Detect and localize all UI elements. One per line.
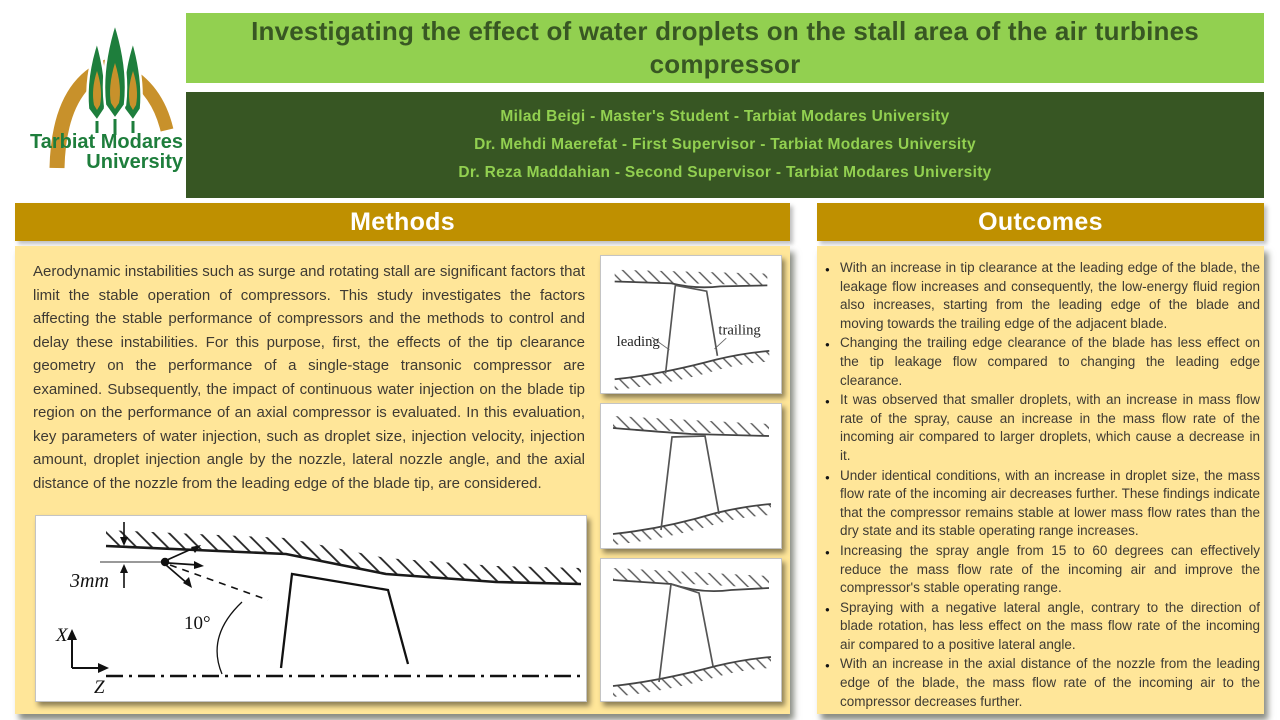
logo-text-line1: Tarbiat Modares: [30, 131, 183, 153]
outcome-bullet: ● Spraying with a negative lateral angle, contrary to the direction of blade rotation, has less effect on the mass flow rate of the incoming air compared to a positive lateral angle.: [824, 599, 1260, 655]
spray-arrows: [166, 545, 204, 588]
outcomes-bullet-list: [817, 246, 1264, 711]
methods-paragraph: Aerodynamic instabilities such as surge and rotating stall are significant factors that limit the stable operation of compressors. This study investigates the factors affecting the stable performance of compressors and the methods to control and delay these instabilities. For this purpose, first, the effects of the tip clearance geometry on the performance of a single-stage transonic compressor are examined. Subsequently, the impact of continuous water injection on the blade tip region on the performance of an axial compressor is evaluated. In this evaluation, key parameters of water injection, such as droplet size, injection velocity, injection amount, droplet injection angle by the nozzle, lateral nozzle angle, and the axial distance of the nozzle from the leading edge of the blade tip, are considered.: [33, 263, 585, 492]
university-logo-graphic: [15, 5, 185, 200]
poster-title-bar: [186, 13, 1264, 83]
blade-outline: [659, 584, 713, 682]
author-line-second-supervisor: Dr. Reza Maddahian - Second Supervisor - Tarbiat Modares University: [458, 164, 992, 181]
dim-3mm-label: 3mm: [70, 570, 109, 592]
logo-trees: [87, 23, 141, 135]
casing-hatch: [106, 530, 581, 584]
author-band: [186, 92, 1264, 198]
methods-heading: Methods: [350, 207, 455, 236]
logo-text-line2: University: [86, 151, 183, 173]
hub-hatch: [613, 504, 771, 545]
dim-arrowhead-up: [120, 564, 128, 573]
poster-title: Investigating the effect of water droplets on the stall area of the air turbines compressor: [251, 16, 1199, 79]
hub-hatch: [615, 351, 770, 390]
outcomes-section-header: [817, 203, 1264, 241]
outcome-bullet: ● With an increase in tip clearance at the leading edge of the blade, the leakage flow increases and consequently, the low-energy fluid region also increases, starting from the leading edge of the blade and moving towards the trailing edge of the adjacent blade.: [824, 259, 1260, 333]
outcome-bullet: ● With an increase in the axial distance of the nozzle from the leading edge of the blade, the mass flow rate of the incoming air to the compressor decreases further.: [824, 655, 1260, 711]
blade-outline: [281, 574, 408, 668]
casing-hatch: [613, 568, 769, 588]
outcome-bullet: ● It was observed that smaller droplets, with an increase in mass flow rate of the spray, cause an increase in the mass flow rate of the incoming air compared to larger droplets, which cause a decrease in it.: [824, 391, 1260, 465]
axis-x-label: X: [56, 625, 68, 646]
author-line-student: Milad Beigi - Master's Student - Tarbiat Modares University: [500, 108, 950, 125]
figure-blade-labeled: [600, 255, 782, 394]
outcomes-panel: [817, 246, 1264, 714]
axis-x-arrowhead: [67, 629, 77, 640]
outcome-bullet: ● Under identical conditions, with an increase in droplet size, the mass flow rate of the incoming air decreases further. These findings indicate that the compressor remains stable at lower mass flow rates than the dry state and its stable operating range increases.: [824, 467, 1260, 541]
angle-10deg-label: 10°: [184, 613, 211, 634]
figure-nozzle-schematic: [35, 515, 587, 702]
axis-z-arrowhead: [98, 663, 109, 673]
outcome-bullet: ● Changing the trailing edge clearance of the blade has less effect on the tip leakage flow compared to changing the leading edge clearance.: [824, 334, 1260, 390]
trailing-pointer: [714, 338, 726, 349]
outcomes-heading: Outcomes: [978, 207, 1103, 236]
methods-section-header: [15, 203, 790, 241]
figure-blade-variant-1: [600, 403, 782, 549]
outcome-bullet: ● Increasing the spray angle from 15 to 60 degrees can effectively reduce the mass flow rate of the incoming air and improve the compressor's stable operating range.: [824, 542, 1260, 598]
axis-z-label: Z: [94, 677, 105, 698]
university-logo: [15, 5, 185, 200]
hub-hatch: [613, 657, 771, 697]
leading-label: leading: [616, 334, 660, 351]
figure-blade-variant-2: [600, 558, 782, 702]
author-line-first-supervisor: Dr. Mehdi Maerefat - First Supervisor - Tarbiat Modares University: [474, 136, 976, 153]
blade-outline: [666, 285, 718, 373]
casing-hatch: [613, 416, 769, 436]
methods-panel: [15, 246, 790, 714]
angle-arc: [217, 602, 242, 674]
trailing-label: trailing: [718, 322, 761, 339]
